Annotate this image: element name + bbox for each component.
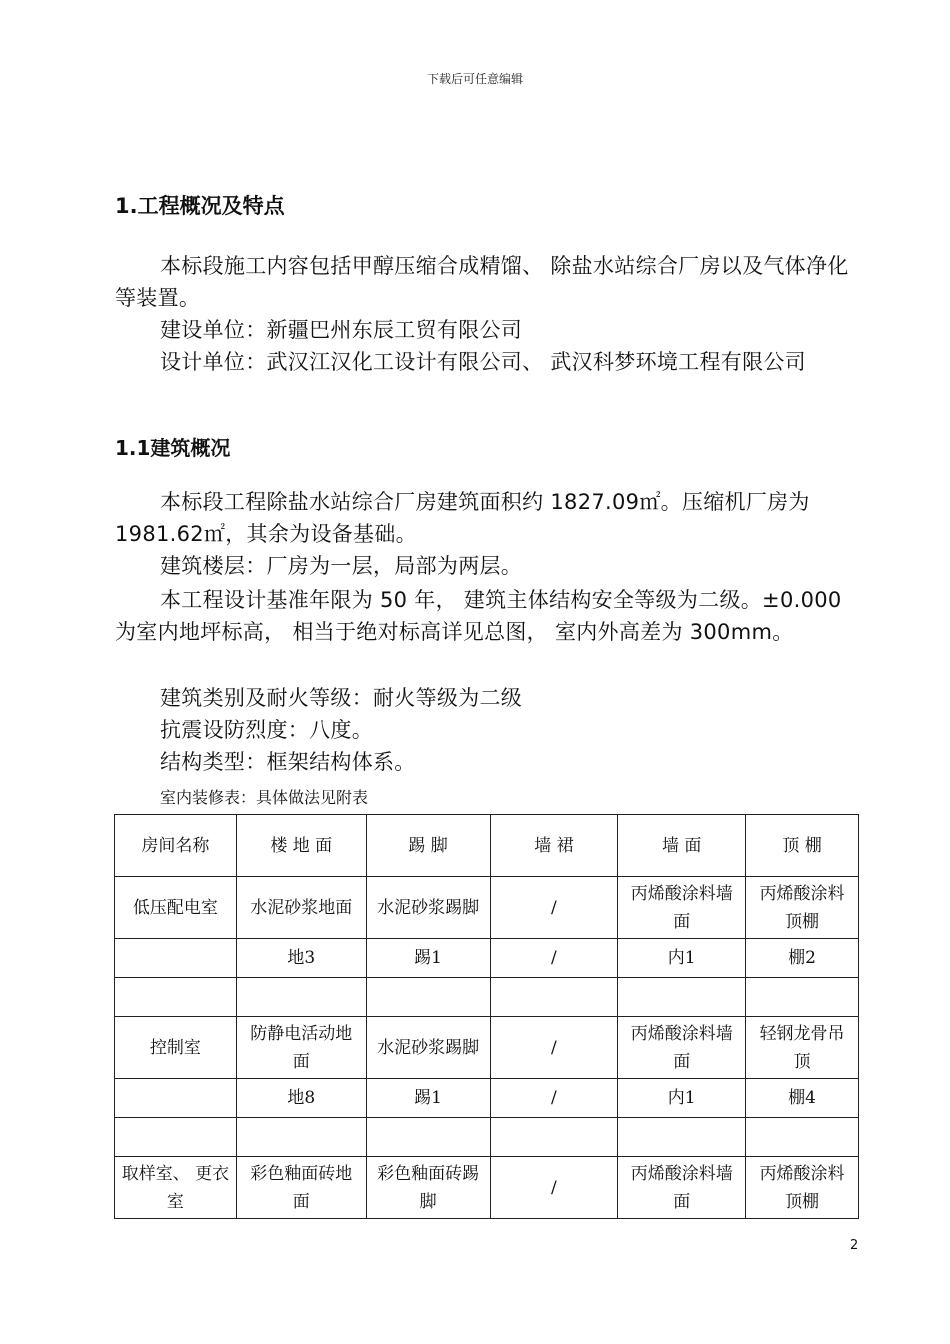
table-cell [490, 1118, 618, 1157]
page-number: 2 [850, 1238, 859, 1253]
table-cell [366, 978, 490, 1017]
table-cell: 棚4 [746, 1079, 859, 1118]
table-cell: 丙烯酸涂料墙面 [618, 1017, 746, 1079]
table-row [115, 978, 859, 1017]
table-cell [746, 978, 859, 1017]
paragraph: 抗震设防烈度：八度。 [160, 718, 373, 742]
table-cell [115, 1079, 237, 1118]
table-cell: 丙烯酸涂料顶棚 [746, 877, 859, 939]
table-cell [115, 978, 237, 1017]
header-cell: 墙 面 [618, 815, 746, 877]
table-cell: 取样室、 更衣室 [115, 1157, 237, 1219]
table-cell: / [490, 877, 618, 939]
table-caption: 室内装修表：具体做法见附表 [160, 788, 369, 807]
table-cell: 彩色釉面砖地面 [236, 1157, 366, 1219]
paragraph: 本标段工程除盐水站综合厂房建筑面积约 1827.09㎡。压缩机厂房为 1981.62㎡，其余为设备基础。 [115, 490, 810, 546]
table-cell: 踢1 [366, 939, 490, 978]
table-cell [618, 1118, 746, 1157]
table-cell [618, 978, 746, 1017]
table-cell: 丙烯酸涂料顶棚 [746, 1157, 859, 1219]
table-cell: 控制室 [115, 1017, 237, 1079]
table-row [115, 1118, 859, 1157]
table-cell: / [490, 939, 618, 978]
table-cell: 低压配电室 [115, 877, 237, 939]
paragraph: 设计单位：武汉江汉化工设计有限公司、 武汉科梦环境工程有限公司 [160, 350, 806, 374]
header-cell: 楼 地 面 [236, 815, 366, 877]
table-cell: 地3 [236, 939, 366, 978]
subsection-heading: 1.1建筑概况 [115, 436, 231, 460]
table-cell: 丙烯酸涂料墙面 [618, 877, 746, 939]
table-cell: / [490, 1017, 618, 1079]
table-header-row [115, 815, 859, 877]
table-cell [236, 1118, 366, 1157]
header-cell: 墙 裙 [490, 815, 618, 877]
table-row [115, 877, 859, 939]
paragraph: 本工程设计基准年限为 50 年， 建筑主体结构安全等级为二级。±0.000 为室内地坪标高， 相当于绝对标高详见总图， 室内外高差为 300mm。 [115, 588, 842, 644]
table-cell: 水泥砂浆踢脚 [366, 877, 490, 939]
table-cell [746, 1118, 859, 1157]
table-cell [490, 978, 618, 1017]
table-cell: 踢1 [366, 1079, 490, 1118]
table-row [115, 1157, 859, 1219]
table-cell: 内1 [618, 939, 746, 978]
header-cell: 踢 脚 [366, 815, 490, 877]
header-cell: 顶 棚 [746, 815, 859, 877]
table-cell [115, 939, 237, 978]
table-row [115, 939, 859, 978]
table-cell [115, 1118, 237, 1157]
table-cell: 彩色釉面砖踢脚 [366, 1157, 490, 1219]
table-row [115, 1017, 859, 1079]
page-header: 下载后可任意编辑 [426, 72, 523, 86]
decoration-table [114, 814, 859, 1219]
paragraph: 本标段施工内容包括甲醇压缩合成精馏、 除盐水站综合厂房以及气体净化等装置。 [115, 254, 849, 310]
table-cell: 棚2 [746, 939, 859, 978]
table-cell: 内1 [618, 1079, 746, 1118]
header-cell: 房间名称 [115, 815, 237, 877]
section-heading: 1.工程概况及特点 [115, 194, 285, 218]
paragraph: 建筑类别及耐火等级：耐火等级为二级 [160, 686, 523, 710]
table-cell [236, 978, 366, 1017]
paragraph: 建筑楼层：厂房为一层，局部为两层。 [160, 554, 523, 578]
paragraph: 结构类型：框架结构体系。 [160, 750, 416, 774]
table-cell: / [490, 1079, 618, 1118]
table-cell: 防静电活动地面 [236, 1017, 366, 1079]
table-cell [366, 1118, 490, 1157]
table-row [115, 1079, 859, 1118]
table-cell: / [490, 1157, 618, 1219]
table-cell: 水泥砂浆踢脚 [366, 1017, 490, 1079]
table-cell: 水泥砂浆地面 [236, 877, 366, 939]
table-cell: 地8 [236, 1079, 366, 1118]
paragraph: 建设单位：新疆巴州东辰工贸有限公司 [160, 318, 523, 342]
table-cell: 丙烯酸涂料墙面 [618, 1157, 746, 1219]
table-cell: 轻钢龙骨吊顶 [746, 1017, 859, 1079]
